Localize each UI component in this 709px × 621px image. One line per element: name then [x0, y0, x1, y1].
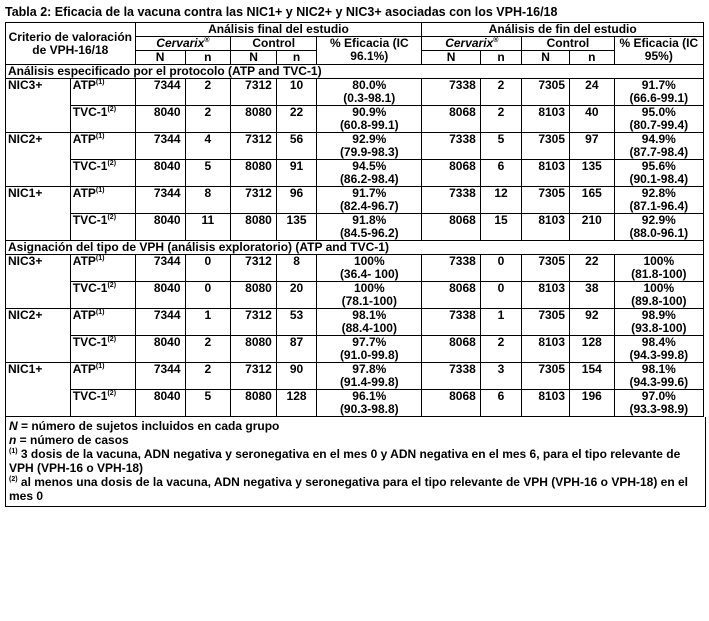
table-row	[6, 363, 704, 390]
efficacy-value: 97.8%	[352, 362, 387, 376]
header-criterio: Criterio de valoración de VPH-16/18	[6, 23, 136, 65]
efficacy-end	[614, 160, 703, 187]
efficacy-value: 96.1%	[352, 389, 387, 403]
confidence-interval: (86.2-98.4)	[339, 172, 399, 186]
control-n-end: 165	[570, 187, 615, 214]
population-label	[70, 336, 135, 363]
population-name: ATP	[72, 186, 96, 200]
control-n-end: 38	[570, 282, 615, 309]
efficacy-end	[614, 363, 703, 390]
control-N-final: 8080	[231, 390, 277, 417]
population-label	[70, 160, 135, 187]
population-label	[70, 79, 135, 106]
efficacy-final	[317, 309, 422, 336]
efficacy-value: 98.4%	[641, 335, 676, 349]
efficacy-value: 97.7%	[352, 335, 387, 349]
population-name: TVC-1	[72, 335, 108, 349]
control-n-final: 10	[276, 79, 316, 106]
table-row	[6, 133, 704, 160]
control-n-end: 40	[570, 106, 615, 133]
confidence-interval: (91.0-99.8)	[339, 348, 399, 362]
header-N: N	[522, 51, 570, 65]
efficacy-value: 100%	[643, 281, 675, 295]
efficacy-value: 91.8%	[352, 213, 387, 227]
efficacy-value: 92.9%	[641, 213, 676, 227]
efficacy-final	[317, 106, 422, 133]
population-label	[70, 133, 135, 160]
section-row	[6, 65, 704, 79]
cervarix-N-end: 8068	[422, 282, 480, 309]
header-n: n	[185, 51, 231, 65]
confidence-interval: (94.3-99.6)	[629, 375, 689, 389]
cervarix-n-end: 2	[480, 106, 521, 133]
header-efficacy-final: % Eficacia (IC 96.1%)	[317, 37, 422, 65]
cervarix-N-end: 8068	[422, 390, 480, 417]
header-cervarix-end	[422, 37, 522, 51]
efficacy-value: 91.7%	[641, 78, 676, 92]
cervarix-label: Cervarix	[156, 36, 205, 50]
confidence-interval: (66.6-99.1)	[629, 91, 689, 105]
efficacy-final	[317, 390, 422, 417]
section-label: Análisis especificado por el protocolo (ATP and TVC-1)	[6, 65, 704, 79]
registered-mark: ®	[204, 37, 210, 44]
control-n-final: 8	[276, 255, 316, 282]
endpoint-label: NIC2+	[6, 133, 71, 187]
confidence-interval: (60.8-99.1)	[339, 118, 399, 132]
efficacy-final	[317, 79, 422, 106]
cervarix-n-end: 1	[480, 309, 521, 336]
cervarix-n-end: 15	[480, 214, 521, 241]
control-N-final: 8080	[231, 336, 277, 363]
cervarix-n-final: 1	[185, 309, 231, 336]
efficacy-value: 95.0%	[641, 105, 676, 119]
efficacy-end	[614, 79, 703, 106]
efficacy-value: 98.9%	[641, 308, 676, 322]
efficacy-end	[614, 106, 703, 133]
control-n-final: 128	[276, 390, 316, 417]
efficacy-value: 95.6%	[641, 159, 676, 173]
confidence-interval: (89.8-100)	[631, 294, 687, 308]
efficacy-end	[614, 255, 703, 282]
endpoint-label: NIC1+	[6, 363, 71, 417]
efficacy-value: 94.5%	[352, 159, 387, 173]
header-control-end: Control	[522, 37, 614, 51]
control-N-final: 8080	[231, 160, 277, 187]
efficacy-final	[317, 187, 422, 214]
footnote-ref: (2)	[107, 106, 117, 113]
efficacy-end	[614, 214, 703, 241]
efficacy-table	[5, 22, 704, 417]
header-efficacy-end: % Eficacia (IC 95%)	[614, 37, 703, 65]
efficacy-value: 91.7%	[352, 186, 387, 200]
population-name: ATP	[72, 132, 96, 146]
section-row	[6, 241, 704, 255]
footnote-ref: (1)	[95, 133, 105, 140]
confidence-interval: (93.8-100)	[631, 321, 687, 335]
population-name: ATP	[72, 308, 96, 322]
control-N-end: 8103	[522, 282, 570, 309]
control-N-end: 7305	[522, 255, 570, 282]
cervarix-n-end: 6	[480, 390, 521, 417]
control-N-final: 7312	[231, 255, 277, 282]
population-name: TVC-1	[72, 159, 108, 173]
cervarix-N-final: 8040	[135, 160, 185, 187]
population-label	[70, 309, 135, 336]
footnote-ref: (1)	[95, 79, 105, 86]
cervarix-n-final: 2	[185, 363, 231, 390]
efficacy-value: 98.1%	[641, 362, 676, 376]
control-N-end: 8103	[522, 160, 570, 187]
cervarix-N-final: 8040	[135, 282, 185, 309]
cervarix-N-end: 7338	[422, 255, 480, 282]
efficacy-value: 100%	[353, 281, 385, 295]
control-n-final: 53	[276, 309, 316, 336]
efficacy-final	[317, 336, 422, 363]
confidence-interval: (82.4-96.7)	[339, 199, 399, 213]
population-name: TVC-1	[72, 389, 108, 403]
footnote-N: N = número de sujetos incluidos en cada grupo	[9, 419, 280, 433]
endpoint-label: NIC3+	[6, 79, 71, 133]
control-n-end: 154	[570, 363, 615, 390]
confidence-interval: (91.4-99.8)	[339, 375, 399, 389]
confidence-interval: (90.1-98.4)	[629, 172, 689, 186]
confidence-interval: (87.7-98.4)	[629, 145, 689, 159]
cervarix-N-final: 8040	[135, 214, 185, 241]
cervarix-n-final: 5	[185, 160, 231, 187]
footnotes	[5, 417, 706, 507]
cervarix-N-end: 8068	[422, 160, 480, 187]
confidence-interval: (79.9-98.3)	[339, 145, 399, 159]
control-n-end: 210	[570, 214, 615, 241]
control-N-end: 7305	[522, 79, 570, 106]
confidence-interval: (36.4- 100)	[339, 267, 399, 281]
footnote-ref: (1)	[95, 363, 105, 370]
confidence-interval: (78.1-100)	[341, 294, 397, 308]
endpoint-label: NIC2+	[6, 309, 71, 363]
control-N-final: 8080	[231, 214, 277, 241]
header-final-study: Análisis final del estudio	[135, 23, 422, 37]
header-n: n	[276, 51, 316, 65]
control-N-final: 7312	[231, 187, 277, 214]
control-N-end: 7305	[522, 133, 570, 160]
control-n-end: 196	[570, 390, 615, 417]
footnote-ref: (2)	[107, 390, 117, 397]
confidence-interval: (80.7-99.4)	[629, 118, 689, 132]
cervarix-N-final: 7344	[135, 363, 185, 390]
population-label	[70, 214, 135, 241]
efficacy-value: 92.8%	[641, 186, 676, 200]
population-label	[70, 106, 135, 133]
cervarix-n-end: 2	[480, 79, 521, 106]
confidence-interval: (90.3-98.8)	[339, 402, 399, 416]
cervarix-N-final: 8040	[135, 390, 185, 417]
cervarix-N-final: 7344	[135, 309, 185, 336]
footnote-n: n = número de casos	[9, 433, 129, 447]
control-n-final: 90	[276, 363, 316, 390]
header-control-final: Control	[231, 37, 317, 51]
control-n-end: 22	[570, 255, 615, 282]
cervarix-N-end: 7338	[422, 79, 480, 106]
control-n-end: 92	[570, 309, 615, 336]
confidence-interval: (88.4-100)	[341, 321, 397, 335]
cervarix-N-final: 7344	[135, 255, 185, 282]
footnote-ref: (1)	[95, 255, 105, 262]
footnote-ref: (2)	[107, 282, 117, 289]
efficacy-final	[317, 160, 422, 187]
cervarix-N-end: 7338	[422, 309, 480, 336]
population-name: ATP	[72, 254, 96, 268]
cervarix-N-final: 7344	[135, 187, 185, 214]
header-n: n	[570, 51, 615, 65]
registered-mark: ®	[493, 37, 499, 44]
cervarix-n-final: 4	[185, 133, 231, 160]
table-row	[6, 309, 704, 336]
control-N-end: 8103	[522, 336, 570, 363]
cervarix-n-final: 8	[185, 187, 231, 214]
efficacy-end	[614, 133, 703, 160]
efficacy-final	[317, 282, 422, 309]
efficacy-value: 80.0%	[352, 78, 387, 92]
confidence-interval: (84.5-96.2)	[339, 226, 399, 240]
header-N: N	[422, 51, 480, 65]
table-row	[6, 79, 704, 106]
population-name: ATP	[72, 362, 96, 376]
control-n-final: 91	[276, 160, 316, 187]
cervarix-N-final: 7344	[135, 133, 185, 160]
cervarix-n-end: 0	[480, 255, 521, 282]
control-n-end: 128	[570, 336, 615, 363]
control-N-end: 8103	[522, 214, 570, 241]
footnote-ref: (2)	[107, 214, 117, 221]
control-N-end: 7305	[522, 187, 570, 214]
cervarix-N-final: 7344	[135, 79, 185, 106]
population-label	[70, 255, 135, 282]
efficacy-end	[614, 282, 703, 309]
cervarix-N-end: 7338	[422, 133, 480, 160]
header-end-study: Análisis de fin del estudio	[422, 23, 704, 37]
header-row-1	[6, 23, 704, 37]
control-N-end: 8103	[522, 106, 570, 133]
control-N-final: 7312	[231, 363, 277, 390]
table-row	[6, 214, 704, 241]
cervarix-N-end: 8068	[422, 106, 480, 133]
control-n-end: 135	[570, 160, 615, 187]
table-row	[6, 106, 704, 133]
cervarix-n-final: 5	[185, 390, 231, 417]
document	[5, 4, 704, 507]
cervarix-n-final: 11	[185, 214, 231, 241]
control-n-end: 97	[570, 133, 615, 160]
cervarix-N-end: 7338	[422, 363, 480, 390]
cervarix-n-end: 6	[480, 160, 521, 187]
efficacy-final	[317, 255, 422, 282]
table-row	[6, 187, 704, 214]
efficacy-value: 100%	[353, 254, 385, 268]
efficacy-final	[317, 214, 422, 241]
header-N: N	[135, 51, 185, 65]
confidence-interval: (93.3-98.9)	[629, 402, 689, 416]
table-row	[6, 282, 704, 309]
header-cervarix-final	[135, 37, 231, 51]
footnote-ref: (1)	[95, 187, 105, 194]
table-row	[6, 255, 704, 282]
cervarix-N-end: 8068	[422, 214, 480, 241]
efficacy-value: 92.9%	[352, 132, 387, 146]
cervarix-n-end: 3	[480, 363, 521, 390]
table-row	[6, 390, 704, 417]
footnote-ref: (2)	[107, 160, 117, 167]
cervarix-N-final: 8040	[135, 106, 185, 133]
population-label	[70, 282, 135, 309]
confidence-interval: (94.3-99.8)	[629, 348, 689, 362]
efficacy-end	[614, 336, 703, 363]
efficacy-end	[614, 390, 703, 417]
endpoint-label: NIC1+	[6, 187, 71, 241]
control-n-final: 96	[276, 187, 316, 214]
population-label	[70, 363, 135, 390]
efficacy-value: 94.9%	[641, 132, 676, 146]
confidence-interval: (88.0-96.1)	[629, 226, 689, 240]
population-label	[70, 390, 135, 417]
control-N-final: 8080	[231, 106, 277, 133]
cervarix-label: Cervarix	[445, 36, 494, 50]
footnote-ref: (1)	[95, 309, 105, 316]
control-N-end: 8103	[522, 390, 570, 417]
cervarix-n-final: 2	[185, 79, 231, 106]
efficacy-value: 100%	[643, 254, 675, 268]
cervarix-n-final: 0	[185, 255, 231, 282]
cervarix-n-end: 5	[480, 133, 521, 160]
control-N-final: 7312	[231, 309, 277, 336]
control-N-final: 7312	[231, 79, 277, 106]
efficacy-end	[614, 187, 703, 214]
population-name: TVC-1	[72, 213, 108, 227]
table-row	[6, 160, 704, 187]
control-N-final: 7312	[231, 133, 277, 160]
control-N-final: 8080	[231, 282, 277, 309]
footnote-2: $^{(2)}$ al menos una dosis de la vacuna, ADN negativa y seronegativa para el tipo relevante de VPH (VPH-16 o VPH-18) en el mes 0	[9, 475, 689, 503]
cervarix-n-final: 2	[185, 336, 231, 363]
efficacy-final	[317, 133, 422, 160]
table-row	[6, 336, 704, 363]
cervarix-n-final: 2	[185, 106, 231, 133]
efficacy-value: 97.0%	[641, 389, 676, 403]
header-N: N	[231, 51, 277, 65]
cervarix-N-final: 8040	[135, 336, 185, 363]
control-n-final: 135	[276, 214, 316, 241]
control-n-final: 56	[276, 133, 316, 160]
confidence-interval: (0.3-98.1)	[343, 91, 396, 105]
control-N-end: 7305	[522, 363, 570, 390]
population-name: TVC-1	[72, 105, 108, 119]
section-label: Asignación del tipo de VPH (análisis exploratorio) (ATP and TVC-1)	[6, 241, 704, 255]
efficacy-end	[614, 309, 703, 336]
efficacy-value: 90.9%	[352, 105, 387, 119]
population-name: ATP	[72, 78, 96, 92]
header-n: n	[480, 51, 521, 65]
cervarix-n-final: 0	[185, 282, 231, 309]
cervarix-N-end: 8068	[422, 336, 480, 363]
control-n-end: 24	[570, 79, 615, 106]
confidence-interval: (87.1-96.4)	[629, 199, 689, 213]
control-n-final: 22	[276, 106, 316, 133]
control-n-final: 87	[276, 336, 316, 363]
cervarix-n-end: 12	[480, 187, 521, 214]
footnote-ref: (2)	[107, 336, 117, 343]
endpoint-label: NIC3+	[6, 255, 71, 309]
efficacy-value: 98.1%	[352, 308, 387, 322]
population-name: TVC-1	[72, 281, 108, 295]
population-label	[70, 187, 135, 214]
control-n-final: 20	[276, 282, 316, 309]
cervarix-n-end: 2	[480, 336, 521, 363]
table-title: Tabla 2: Eficacia de la vacuna contra las NIC1+ y NIC2+ y NIC3+ asociadas con los VPH-16/18	[5, 5, 558, 19]
control-N-end: 7305	[522, 309, 570, 336]
cervarix-N-end: 7338	[422, 187, 480, 214]
footnote-1: $^{(1)}$ 3 dosis de la vacuna, ADN negativa y seronegativa en el mes 0 y ADN negativa en el mes 6, para el tipo relevante de VPH (VPH-16 o VPH-18)	[9, 447, 681, 475]
cervarix-n-end: 0	[480, 282, 521, 309]
confidence-interval: (81.8-100)	[631, 267, 687, 281]
efficacy-final	[317, 363, 422, 390]
